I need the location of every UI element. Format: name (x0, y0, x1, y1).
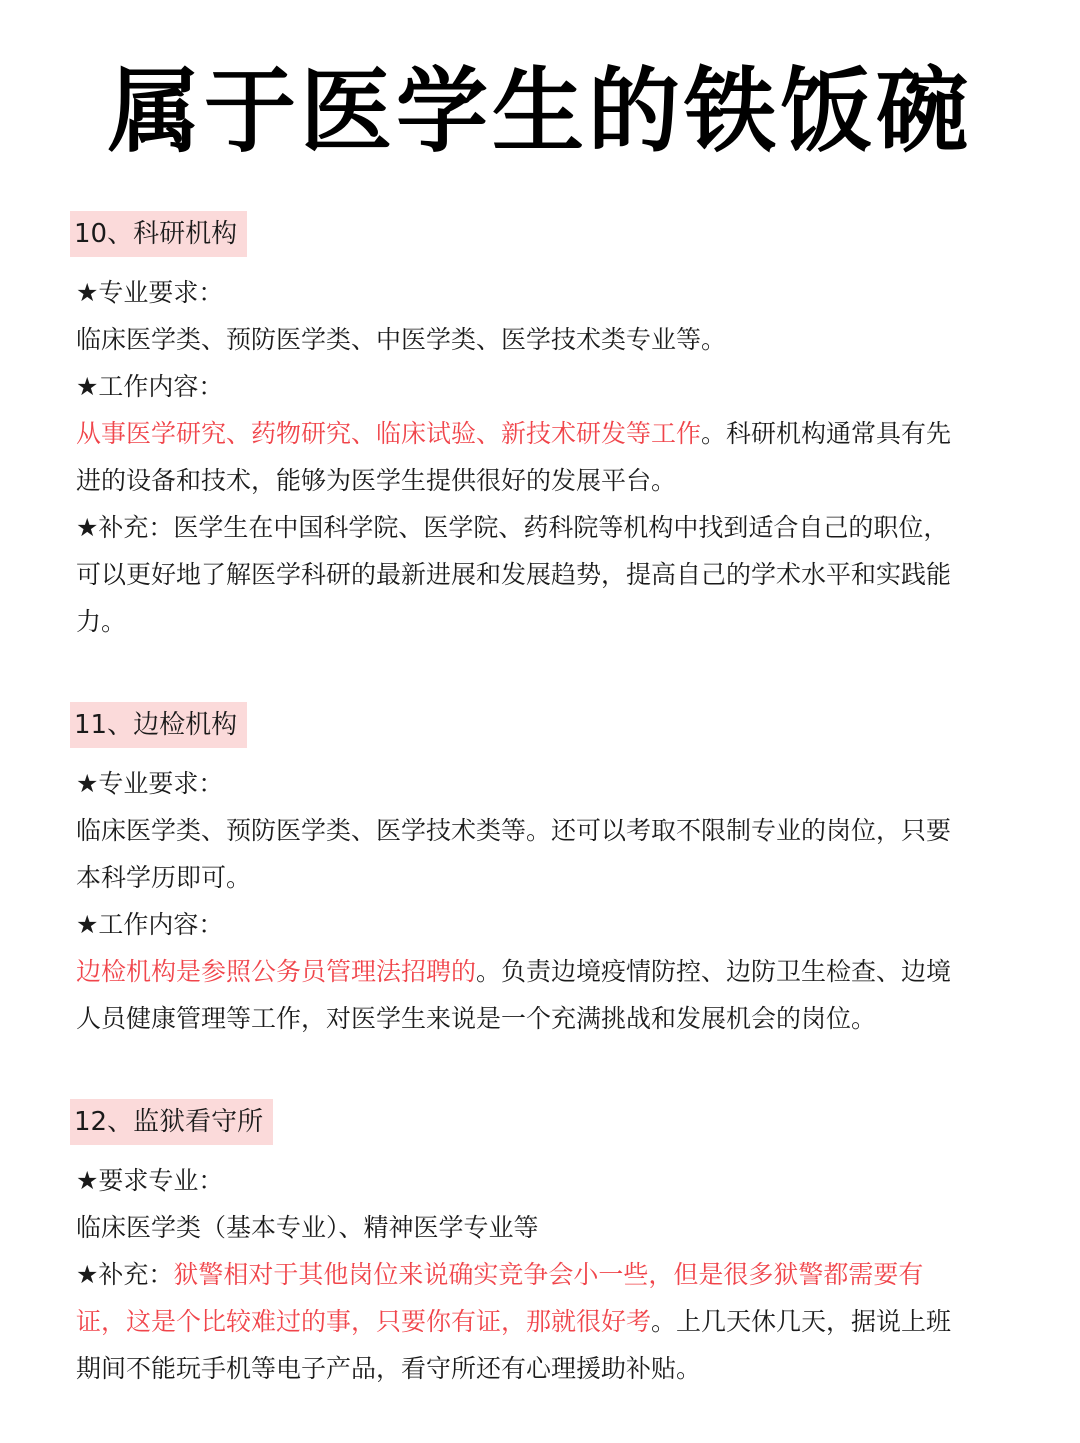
major-text-continued: 本科学历即可。 (76, 863, 252, 892)
page-title: 属于医学生的铁饭碗 (107, 58, 972, 165)
supplement-line: ★补充：医学生在中国科学院、医学院、药科院等机构中找到适合自己的职位， (76, 513, 949, 542)
supplement-label: ★补充： (76, 1260, 174, 1289)
supplement-line: 可以更好地了解医学科研的最新进展和发展趋势，提高自己的学术水平和实践能 (76, 560, 952, 589)
work-label: ★工作内容： (76, 910, 224, 939)
work-highlight: 边检机构是参照公务员管理法招聘的 (76, 957, 477, 986)
supplement-text-continued: 期间不能玩手机等电子产品，看守所还有心理援助补贴。 (76, 1354, 702, 1383)
supplement-paragraph (76, 1251, 1006, 1392)
work-label: ★工作内容： (76, 372, 224, 401)
section-heading: 10、科研机构 (70, 211, 247, 257)
major-text: 临床医学类（基本专业）、精神医学专业等 (76, 1213, 539, 1242)
section-border-inspection (76, 702, 1006, 1042)
work-text: 。负责边境疫情防控、边防卫生检查、边境 (476, 957, 952, 986)
supplement-highlight-continued: 证，这是个比较难过的事，只要你有证，那就很好考 (76, 1307, 652, 1336)
major-text: 临床医学类、预防医学类、中医学类、医学技术类专业等。 (76, 325, 727, 354)
supplement-highlight: 狱警相对于其他岗位来说确实竞争会小一些，但是很多狱警都需要有 (173, 1260, 924, 1289)
work-text: 。科研机构通常具有先 (701, 419, 952, 448)
major-label: ★专业要求： (76, 769, 224, 798)
major-label: ★要求专业： (76, 1166, 224, 1195)
section-heading: 12、监狱看守所 (70, 1099, 273, 1145)
work-text-continued: 进的设备和技术，能够为医学生提供很好的发展平台。 (76, 466, 677, 495)
section-research-institutions (76, 211, 1006, 645)
work-paragraph (76, 410, 1006, 504)
section-heading: 11、边检机构 (70, 702, 247, 748)
supplement-line: 力。 (76, 607, 127, 636)
work-highlight: 从事医学研究、药物研究、临床试验、新技术研发等工作 (76, 419, 702, 448)
work-text-continued: 人员健康管理等工作，对医学生来说是一个充满挑战和发展机会的岗位。 (76, 1004, 877, 1033)
section-prison-detention (76, 1099, 1006, 1392)
supplement-text: 。上几天休几天，据说上班 (651, 1307, 952, 1336)
major-label: ★专业要求： (76, 278, 224, 307)
major-text: 临床医学类、预防医学类、医学技术类等。还可以考取不限制专业的岗位，只要 (76, 816, 952, 845)
work-paragraph (76, 948, 1006, 1042)
